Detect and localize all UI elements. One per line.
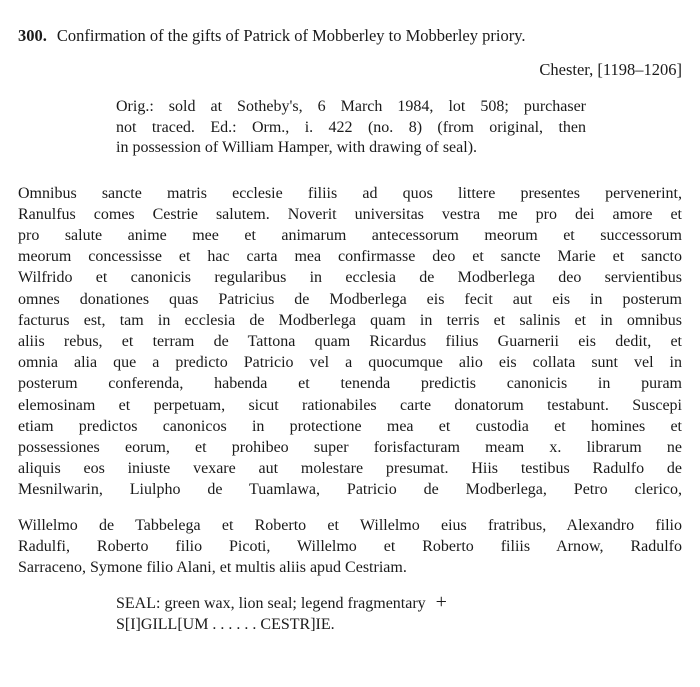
charter-heading [18,26,682,46]
text-line: elemosinam et perpetuam, sicut rationabiles carte donatorum testabunt. Suscepi [18,396,682,414]
text-line: omnia alia que a predicto Patricio vel a quocumque alio eis collata sunt vel in [18,354,682,372]
text-line: aliis rebus, et terram de Tattona quam Ricardus filius Guarnerii eis dedit, et [18,332,682,350]
text-line: Omnibus sancte matris ecclesie filiis ad quos littere presentes pervenerint, [18,184,682,202]
text-line: Ranulfus comes Cestrie salutem. Noverit universitas vestra me pro dei amore et [18,205,682,223]
source-line: in possession of William Hamper, with drawing of seal). [116,139,478,156]
text-line: pro salute anime mee et animarum antecessorum meorum et successorum [18,226,682,244]
charter-number: 300. [18,26,47,45]
text-line: aliquis eos iniuste vexare aut molestare presumat. Hiis testibus Radulfo de [18,460,682,478]
place-date: Chester, [1198–1206] [539,60,682,79]
text-line: etiam predictos canonicos in protectione mea et custodia et homines et [18,417,682,435]
source-note [116,97,586,159]
text-line: Mesnilwarin, Liulpho de Tuamlawa, Patricio de Modberlega, Petro clerico, [18,481,682,499]
charter-title: Confirmation of the gifts of Patrick of Mobberley to Mobberley priory. [56,26,526,45]
witness-line: Willelmo de Tabbelega et Roberto et Willelmo eius fratribus, Alexandro filio [18,516,682,534]
charter-text [18,183,682,501]
cross-mark: + [435,591,447,614]
witness-list [18,515,682,579]
source-line: Orig.: sold at Sotheby's, 6 March 1984, lot 508; purchaser [116,98,586,115]
witness-line: Sarraceno, Symone filio Alani, et multis aliis apud Cestriam. [18,558,407,576]
text-line: possessiones eorum, et prohibeo super forisfacturam meam x. librarum ne [18,438,682,456]
seal-line [116,592,586,614]
text-line: Wilfrido et canonicis regularibus in ecclesia de Modberlega deo servientibus [18,269,682,287]
text-line: facturus est, tam in ecclesia de Modberlega quam in terris et salinis et in omnibus [18,311,682,329]
seal-description: SEAL: green wax, lion seal; legend fragmentary [116,595,426,613]
seal-note [116,592,586,635]
seal-legend: S[I]GILL[UM . . . . . . CESTR]IE. [116,616,335,634]
text-line: omnes donationes quas Patricius de Modberlega eis fecit aut eis in posterum [18,290,682,308]
source-line: not traced. Ed.: Orm., i. 422 (no. 8) (from original, then [116,118,586,136]
witness-line: Radulfi, Roberto filio Picoti, Willelmo et Roberto filiis Arnow, Radulfo [18,537,682,555]
text-line: meorum concessisse et hac carta mea confirmasse deo et sancte Marie et sancto [18,248,682,266]
text-line: posterum conferenda, habenda et tenenda predictis canonicis in puram [18,375,682,393]
charter-page [18,26,682,635]
